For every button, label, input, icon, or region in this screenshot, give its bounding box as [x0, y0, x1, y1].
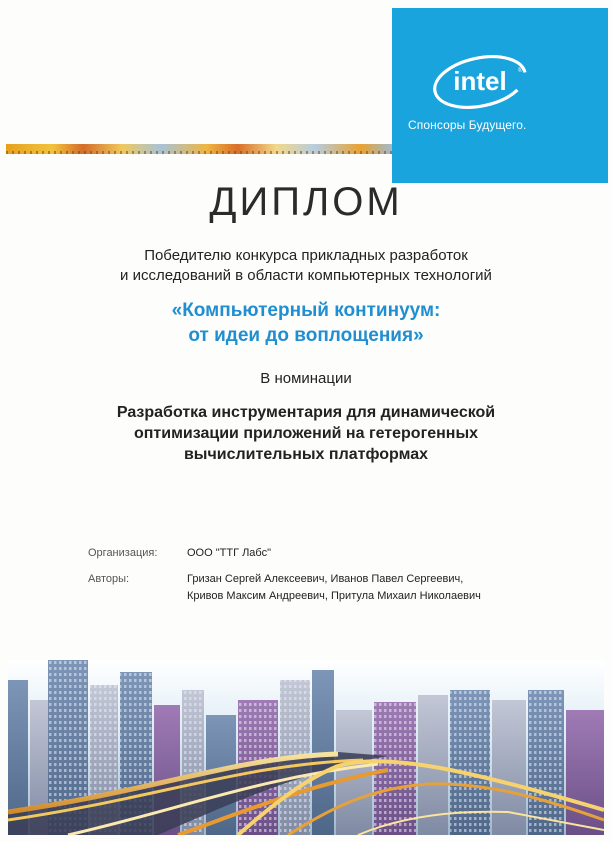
award-subtitle-line: Победителю конкурса прикладных разработок	[144, 247, 468, 264]
nomination-label: В номинации	[260, 370, 352, 387]
sponsor-tagline: Спонсоры Будущего.	[408, 118, 527, 132]
nomination-title-line: Разработка инструментария для динамической	[116, 404, 496, 421]
nomination-title-line: оптимизации приложений на гетерогенных	[133, 425, 479, 442]
city-illustration	[8, 660, 604, 835]
intel-logo	[428, 48, 532, 114]
decorative-strip-pattern	[6, 151, 392, 154]
authors-line: Кривов Максим Андреевич, Притула Михаил Николаевич	[187, 590, 481, 602]
contest-name-line: «Компьютерный континуум:	[171, 300, 441, 321]
diploma-title: ДИПЛОМ	[209, 180, 403, 224]
svg-text:®: ®	[518, 68, 523, 74]
contest-name	[40, 298, 572, 348]
organization-label: Организация:	[88, 547, 158, 559]
organization-value: ООО "ТТГ Лабс"	[187, 547, 271, 559]
contest-name-line: от идеи до воплощения»	[188, 325, 424, 346]
nomination-title-line: вычислительных платформах	[183, 446, 429, 463]
authors-value	[187, 571, 481, 605]
award-subtitle	[40, 246, 572, 286]
nomination-title	[70, 402, 542, 465]
authors-label: Авторы:	[88, 573, 130, 585]
award-subtitle-line: и исследований в области компьютерных технологий	[120, 267, 492, 284]
authors-line: Гризан Сергей Алексеевич, Иванов Павел Сергеевич,	[187, 573, 464, 585]
intel-logo-text: intel	[453, 66, 507, 96]
